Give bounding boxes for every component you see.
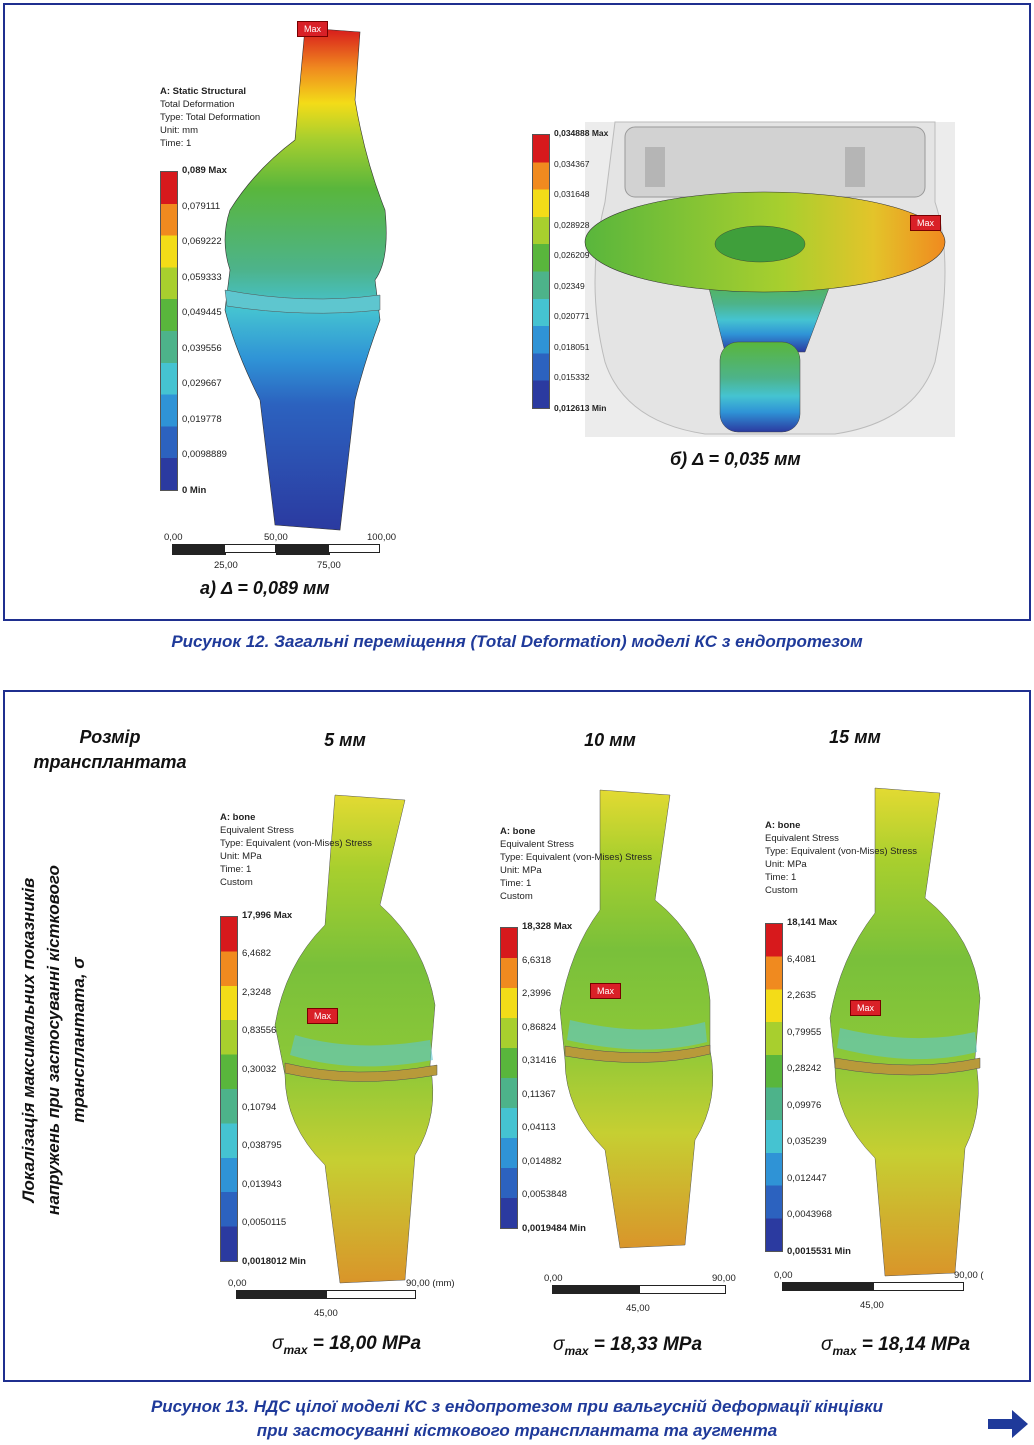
- scale-segment: [639, 1285, 726, 1294]
- info-line: A: bone: [765, 820, 801, 831]
- legend-label: 0,028928: [554, 219, 590, 230]
- info-line: Custom: [765, 885, 798, 896]
- sigma-symbol: σ: [272, 1333, 284, 1354]
- legend-label: 0,11367: [522, 1088, 556, 1100]
- legend-label: 0,018051: [554, 341, 590, 352]
- scale-segment: [172, 544, 226, 555]
- max-tag-b: Max: [910, 215, 941, 231]
- info-line: Custom: [500, 891, 533, 902]
- scale-segment: [782, 1282, 873, 1291]
- implant-model-b: [585, 122, 955, 442]
- info-line: A: Static Structural: [160, 86, 247, 97]
- legend-label: 0,049445: [182, 307, 222, 318]
- scale-bar-a: [164, 532, 397, 572]
- scale-label: 45,00: [626, 1303, 650, 1314]
- legend-label: 0,86824: [522, 1021, 557, 1033]
- sigma-subscript: max: [832, 1343, 857, 1358]
- legend-color-bar: [765, 923, 783, 1252]
- figure-13-caption-line-1: Рисунок 13. НДС цілої моделі КС з ендопротезом при вальгусній деформації кінцівки: [150, 1397, 884, 1416]
- legend-label: 0,059333: [182, 271, 222, 283]
- info-line: Total Deformation: [160, 99, 235, 110]
- scale-segment: [552, 1285, 639, 1294]
- sigma-symbol: σ: [821, 1334, 833, 1355]
- legend-label: 0,039556: [182, 342, 222, 354]
- scale-label: 100,00: [367, 532, 397, 543]
- legend-label: 17,996 Max: [242, 910, 293, 921]
- legend-label: 0,0018012 Min: [242, 1255, 306, 1267]
- scale-label: 50,00: [264, 532, 288, 543]
- sigma-symbol: σ: [553, 1334, 565, 1355]
- info-line: A: bone: [220, 812, 256, 823]
- column-header-10mm: 10 мм: [584, 730, 636, 750]
- legend-label: 6,4682: [242, 948, 272, 960]
- legend-label: 0,02349: [554, 280, 585, 291]
- legend-label: 0,10794: [242, 1102, 277, 1113]
- info-line: Time: 1: [765, 872, 797, 883]
- legend-label: 0,014882: [522, 1155, 562, 1167]
- legend-label: 0,79955: [787, 1026, 822, 1038]
- legend-label: 0,09976: [787, 1099, 822, 1111]
- scale-segment: [328, 544, 380, 553]
- figure-12-caption: Рисунок 12. Загальні переміщення (Total Deformation) моделі КС з ендопротезом: [171, 632, 863, 651]
- legend-label: 0,038795: [242, 1140, 282, 1152]
- legend-label: 0,034367: [554, 158, 590, 169]
- scale-segment: [276, 544, 330, 555]
- legend-label: 0,015332: [554, 372, 590, 382]
- side-label: Локалізація максимальних показників напружень при застосуванні кісткового трансплантата, σ: [19, 865, 88, 1215]
- legend-label: 0,026209: [554, 250, 590, 260]
- scale-label: 0,00: [228, 1278, 247, 1289]
- info-block-15mm: [765, 819, 917, 897]
- legend-label: 0,0043968: [787, 1209, 832, 1220]
- scale-label: 25,00: [214, 560, 238, 571]
- legend-label: 2,2635: [787, 990, 817, 1001]
- info-line: Equivalent Stress: [500, 839, 574, 850]
- sigma-subscript: max: [564, 1343, 589, 1358]
- info-line: Type: Equivalent (von-Mises) Stress: [220, 838, 373, 849]
- legend-label: 0,31416: [522, 1055, 557, 1066]
- delta-label-b: б) Δ = 0,035 мм: [670, 449, 801, 469]
- legend-label: 18,141 Max: [787, 917, 838, 928]
- legend-label: 0,079111: [182, 200, 221, 212]
- max-tag-15mm: Max: [850, 1000, 881, 1016]
- legend-label: 18,328 Max: [522, 921, 573, 932]
- scale-segment: [224, 544, 276, 553]
- legend-label: 0,029667: [182, 378, 222, 389]
- legend-label: 2,3248: [242, 986, 272, 998]
- sigma-value: = 18,14 MPa: [861, 1334, 971, 1355]
- column-header-5mm: 5 мм: [324, 730, 366, 750]
- legend-label: 0 Min: [182, 484, 207, 496]
- scale-segment: [236, 1290, 326, 1299]
- info-block-5mm: [220, 811, 372, 889]
- scale-label: 0,00: [164, 532, 183, 543]
- delta-label-a: а) Δ = 0,089 мм: [200, 578, 330, 598]
- legend-label: 0,28242: [787, 1063, 822, 1074]
- scale-label: 90,00 (: [954, 1270, 984, 1281]
- scale-segment: [873, 1282, 964, 1291]
- scale-label: 90,00 (mm): [406, 1278, 455, 1289]
- legend-label: 0,0050115: [242, 1217, 287, 1229]
- column-header-15mm: 15 мм: [829, 727, 881, 747]
- info-line: A: bone: [500, 826, 536, 837]
- sigma-max-10mm: [553, 1334, 702, 1358]
- sigma-max-5mm: [272, 1333, 421, 1357]
- info-block-a: [160, 85, 260, 150]
- info-block-10mm: [500, 825, 652, 903]
- scale-label: 75,00: [317, 560, 341, 571]
- legend-label: 0,031648: [554, 189, 590, 199]
- scale-label: 45,00: [860, 1300, 884, 1311]
- legend-label: 6,4081: [787, 953, 817, 965]
- arrow-right-icon[interactable]: [988, 1408, 1030, 1440]
- legend-label: 0,069222: [182, 236, 222, 247]
- info-line: Type: Equivalent (von-Mises) Stress: [500, 852, 653, 863]
- scale-label: 0,00: [544, 1273, 563, 1284]
- legend-label: 0,020771: [554, 311, 590, 321]
- scale-bar-15mm: [774, 1270, 984, 1311]
- legend-label: 6,6318: [522, 954, 552, 966]
- legend-label: 0,035239: [787, 1136, 827, 1147]
- legend-label: 0,04113: [522, 1122, 556, 1133]
- legend-label: 0,013943: [242, 1178, 282, 1190]
- scale-bar-5mm: [228, 1278, 455, 1319]
- legend-label: 0,089 Max: [182, 165, 227, 176]
- info-line: Unit: MPa: [220, 851, 262, 862]
- legend-label: 0,034888 Max: [554, 128, 609, 138]
- legend-color-bar: [500, 927, 518, 1229]
- legend-label: 2,3996: [522, 988, 552, 999]
- scale-label: 45,00: [314, 1308, 338, 1319]
- figure-13-caption-line-2: при застосуванні кісткового трансплантата та аугмента: [256, 1421, 778, 1440]
- scale-label: 0,00: [774, 1270, 793, 1281]
- sigma-max-15mm: [821, 1334, 970, 1358]
- info-line: Unit: MPa: [500, 865, 542, 876]
- scale-label: 90,00: [712, 1273, 736, 1284]
- legend-label: 0,012613 Min: [554, 402, 607, 413]
- max-tag-a: Max: [297, 21, 328, 37]
- info-line: Type: Equivalent (von-Mises) Stress: [765, 846, 918, 857]
- legend-label: 0,30032: [242, 1063, 277, 1075]
- scale-segment: [326, 1290, 416, 1299]
- info-line: Time: 1: [500, 878, 532, 889]
- legend-color-bar: [160, 171, 178, 491]
- info-line: Time: 1: [160, 138, 192, 149]
- legend-label: 0,0019484 Min: [522, 1222, 586, 1234]
- info-line: Unit: MPa: [765, 859, 807, 870]
- info-line: Unit: mm: [160, 125, 198, 136]
- max-tag-5mm: Max: [307, 1008, 338, 1024]
- legend-label: 0,0015531 Min: [787, 1245, 851, 1257]
- sigma-subscript: max: [283, 1342, 308, 1357]
- info-line: Equivalent Stress: [765, 833, 839, 844]
- legend-label: 0,019778: [182, 413, 222, 425]
- info-line: Equivalent Stress: [220, 825, 294, 836]
- scale-bar-10mm: [544, 1273, 742, 1314]
- legend-label: 0,0098889: [182, 449, 227, 460]
- info-line: Time: 1: [220, 864, 252, 875]
- sigma-value: = 18,33 MPa: [593, 1334, 703, 1355]
- legend-label: 0,0053848: [522, 1189, 567, 1200]
- info-line: Type: Total Deformation: [160, 112, 261, 123]
- legend-label: 0,012447: [787, 1172, 827, 1184]
- sigma-value: = 18,00 MPa: [312, 1333, 422, 1354]
- legend-color-bar: [220, 916, 238, 1262]
- max-tag-10mm: Max: [590, 983, 621, 999]
- legend-color-bar: [532, 134, 550, 409]
- info-line: Custom: [220, 877, 253, 888]
- legend-label: 0,83556: [242, 1025, 277, 1037]
- row-header: Розмір трансплантата: [33, 727, 187, 772]
